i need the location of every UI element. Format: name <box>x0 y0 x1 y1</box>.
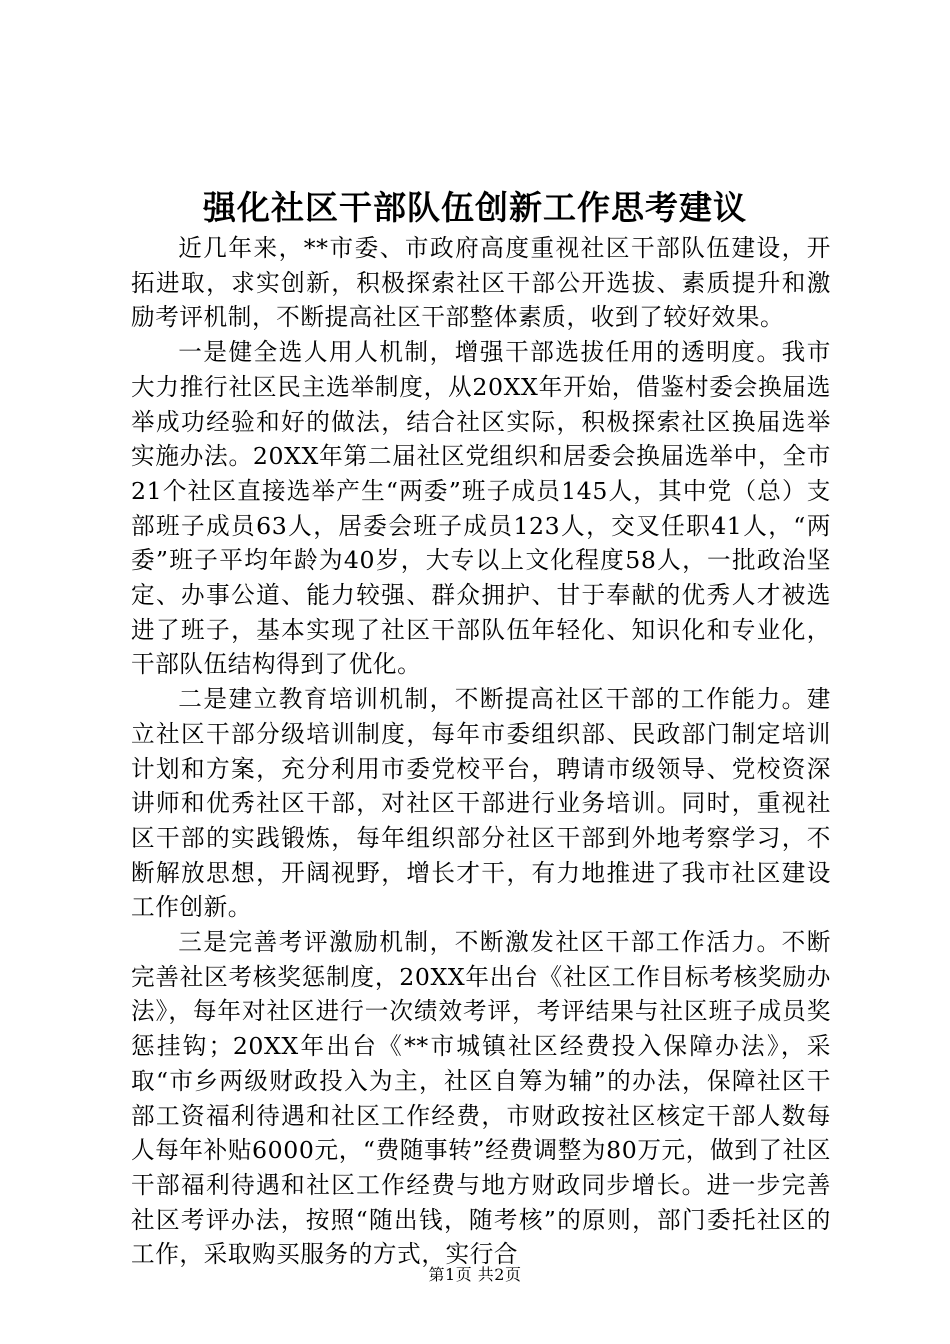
paragraph-intro: 近几年来，**市委、市政府高度重视社区干部队伍建设，开拓进取，求实创新，积极探索社区干部公开选拔、素质提升和激励考评机制，不断提高社区干部整体素质，收到了较好效果。 <box>131 234 831 332</box>
document-body <box>131 231 831 1272</box>
paragraph-selection-mechanism: 一是健全选人用人机制，增强干部选拔任用的透明度。我市大力推行社区民主选举制度，从20XX年开始，借鉴村委会换届选举成功经验和好的做法，结合社区实际，积极探索社区换届选举实施办法。20XX年第二届社区党组织和居委会换届选举中，全市21个社区直接选举产生“两委”班子成员145人，其中党（总）支部班子成员63人，居委会班子成员123人，交叉任职41人，“两委”班子平均年龄为40岁，大专以上文化程度58人，一批政治坚定、办事公道、能力较强、群众拥护、甘于奉献的优秀人才被选进了班子，基本实现了社区干部队伍年轻化、知识化和专业化，干部队伍结构得到了优化。 <box>131 338 831 679</box>
paragraph-training-mechanism: 二是建立教育培训机制，不断提高社区干部的工作能力。建立社区干部分级培训制度，每年市委组织部、民政部门制定培训计划和方案，充分利用市委党校平台，聘请市级领导、党校资深讲师和优秀社区干部，对社区干部进行业务培训。同时，重视社区干部的实践锻炼，每年组织部分社区干部到外地考察学习，不断解放思想，开阔视野，增长才干，有力地推进了我市社区建设工作创新。 <box>131 685 831 922</box>
page-number-footer: 第1页 共2页 <box>428 1265 522 1284</box>
paragraph-incentive-mechanism: 三是完善考评激励机制，不断激发社区干部工作活力。不断完善社区考核奖惩制度，20XX年出台《社区工作目标考核奖励办法》，每年对社区进行一次绩效考评，考评结果与社区班子成员奖惩挂钩；20XX年出台《**市城镇社区经费投入保障办法》，采取“市乡两级财政投入为主，社区自筹为辅”的办法，保障社区干部工资福利待遇和社区工作经费，市财政按社区核定干部人数每人每年补贴6000元，“费随事转”经费调整为80万元，做到了社区干部福利待遇和社区工作经费与地方财政同步增长。进一步完善社区考评办法，按照“随出钱，随考核”的原则，部门委托社区的工作，采取购买服务的方式，实行合 <box>131 928 831 1269</box>
document-title: 强化社区干部队伍创新工作思考建议 <box>203 188 747 227</box>
